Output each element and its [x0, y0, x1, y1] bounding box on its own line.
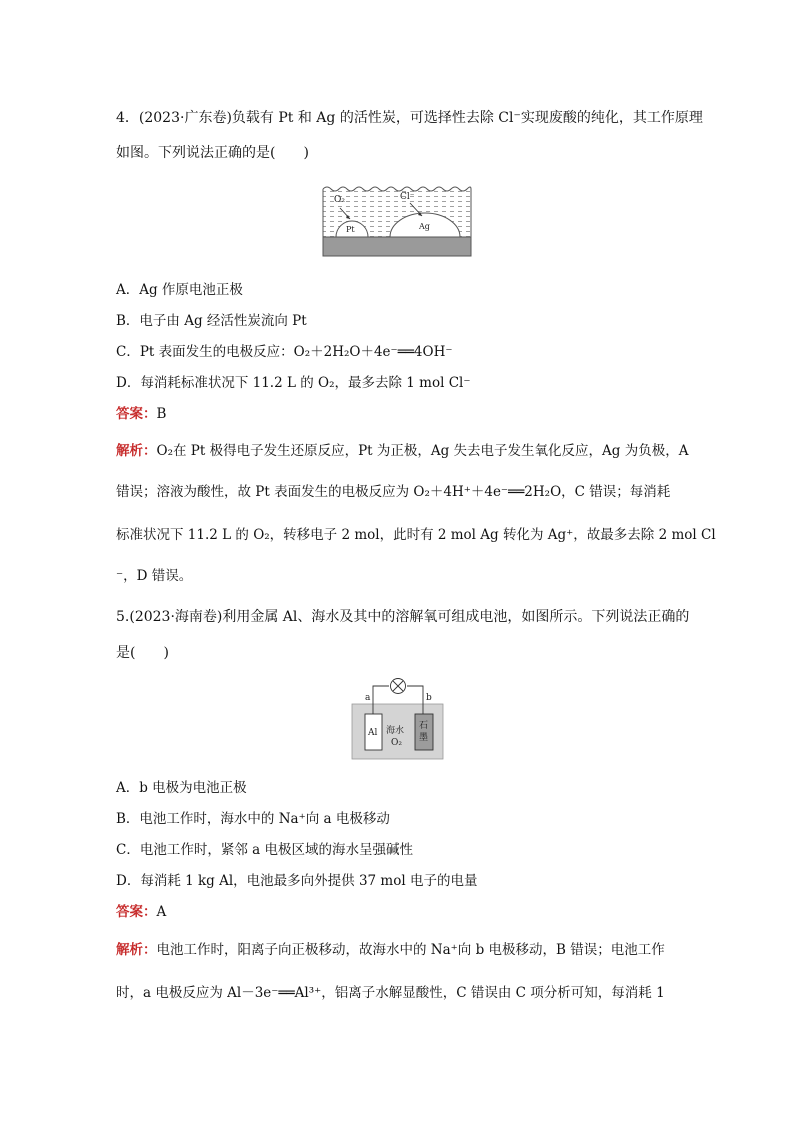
q4-analysis-line3: 标准状况下 11.2 L 的 O₂，转移电子 2 mol，此时有 2 mol Ag 转化为 Ag⁺，故最多去除 2 mol Cl: [116, 527, 716, 543]
q4-figure: [322, 184, 472, 258]
q5-option-d: D．每消耗 1 kg Al，电池最多向外提供 37 mol 电子的电量: [116, 873, 478, 889]
q5-option-c: C．电池工作时，紧邻 a 电极区域的海水呈强碱性: [116, 842, 413, 858]
carbon-base: [323, 237, 471, 256]
q4-option-d: D．每消耗标准状况下 11.2 L 的 O₂，最多去除 1 mol Cl⁻: [116, 375, 471, 391]
label-ag: Ag: [419, 222, 430, 231]
label-o2: O₂: [334, 195, 345, 205]
q4-answer-value: B: [156, 406, 167, 422]
q4-stem-line1: 4．(2023·广东卷)负载有 Pt 和 Ag 的活性炭，可选择性去除 Cl⁻实现废酸的纯化，其工作原理: [116, 110, 703, 126]
q5-analysis-label: 解析：: [116, 942, 157, 958]
label-graphite-2: 墨: [419, 733, 429, 743]
q5-analysis-line2: 时，a 电极反应为 Al－3e⁻══Al³⁺，铝离子水解显酸性，C 错误由 C 项分析可知，每消耗 1: [116, 985, 665, 1001]
q4-analysis-text1: O₂在 Pt 极得电子发生还原反应，Pt 为正极，Ag 失去电子发生氧化反应，Ag 为负极，A: [156, 443, 689, 459]
q4-analysis-label: 解析：: [116, 443, 157, 459]
q4-option-b: B．电子由 Ag 经活性炭流向 Pt: [116, 313, 307, 329]
label-seawater: 海水: [386, 726, 405, 736]
label-cl: Cl⁻: [400, 192, 415, 202]
q4-stem-line2: 如图。下列说法正确的是( ): [116, 145, 309, 161]
label-graphite-1: 石: [419, 721, 429, 731]
q5-stem-line2: 是( ): [116, 645, 169, 661]
q5-answer: [116, 902, 166, 922]
q4-option-a: A．Ag 作原电池正极: [116, 282, 243, 298]
label-a: a: [365, 693, 371, 703]
q5-analysis-line1: [116, 940, 665, 960]
q5-answer-label: 答案：: [116, 904, 157, 920]
q4-analysis-line2: 错误；溶液为酸性，故 Pt 表面发生的电极反应为 O₂＋4H⁺＋4e⁻══2H₂O，C 错误；每消耗: [116, 484, 671, 500]
label-o2: O₂: [391, 738, 402, 748]
q5-stem-line1: 5.(2023·海南卷)利用金属 Al、海水及其中的溶解氧可组成电池，如图所示。下列说法正确的: [116, 609, 690, 625]
label-b: b: [426, 693, 432, 703]
label-al: Al: [368, 728, 378, 738]
q5-answer-value: A: [156, 904, 167, 920]
graphite-electrode: [415, 714, 433, 750]
q5-option-b: B．电池工作时，海水中的 Na⁺向 a 电极移动: [116, 811, 390, 827]
q4-analysis-line1: [116, 441, 688, 461]
q4-option-c: C．Pt 表面发生的电极反应：O₂＋2H₂O＋4e⁻══4OH⁻: [116, 344, 453, 360]
q4-answer: [116, 404, 166, 424]
q5-option-a: A．b 电极为电池正极: [116, 780, 247, 796]
q4-analysis-line4: ⁻，D 错误。: [116, 568, 193, 584]
label-pt: Pt: [346, 225, 355, 234]
q5-analysis-text1: 电池工作时，阳离子向正极移动，故海水中的 Na⁺向 b 电极移动，B 错误；电池工作: [156, 942, 665, 958]
q4-answer-label: 答案：: [116, 406, 157, 422]
q5-figure: [350, 676, 445, 762]
